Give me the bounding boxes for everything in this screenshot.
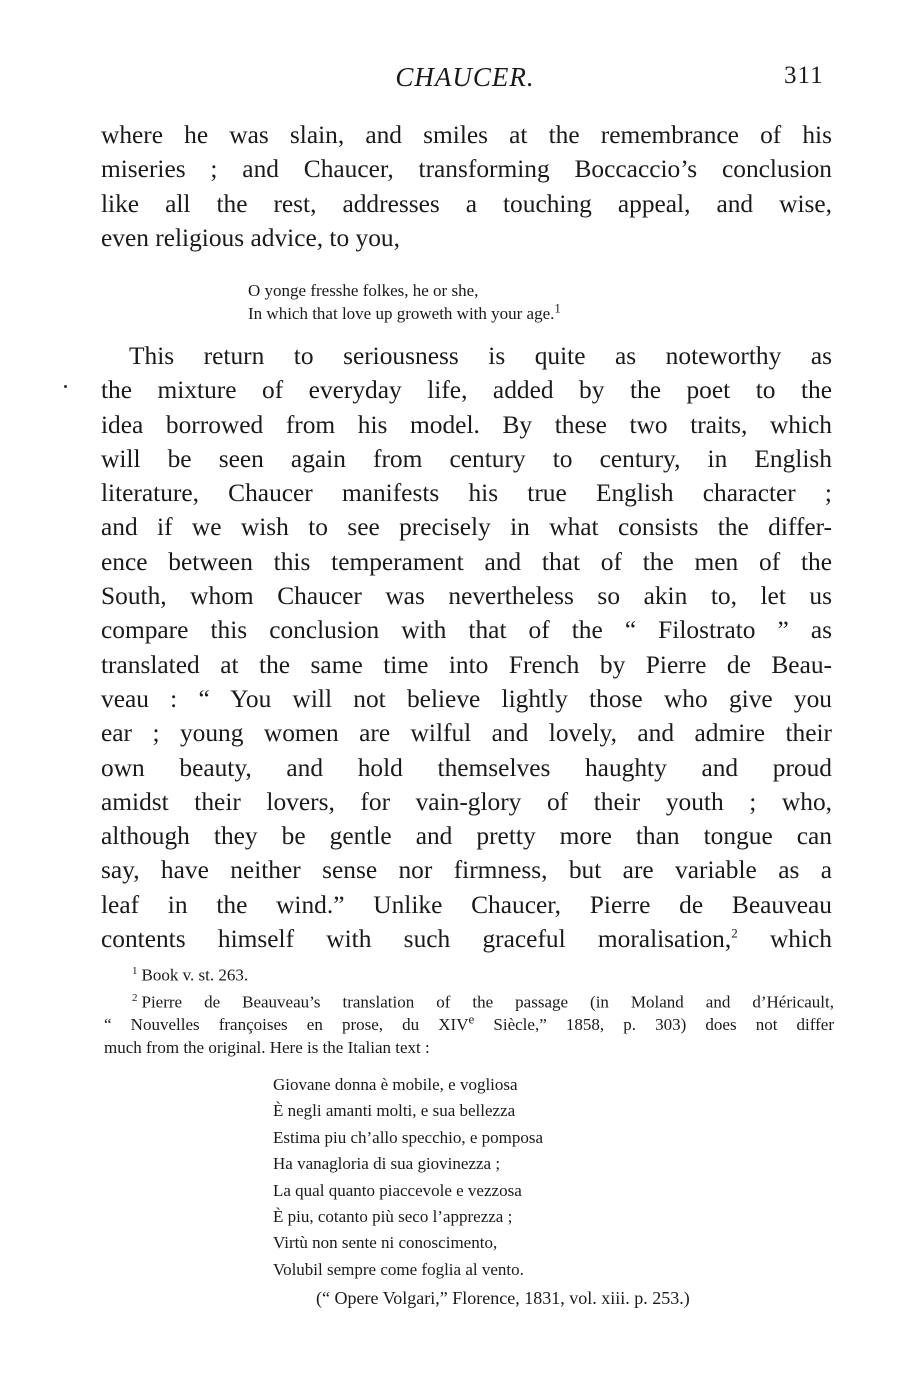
italian-verse — [273, 1072, 543, 1283]
paragraph-continued — [101, 118, 832, 255]
text-line: amidst their lovers, for vain-glory of their youth ; who, — [101, 787, 832, 816]
superscript: e — [468, 1011, 475, 1027]
verse-line: È negli amanti molti, e sua bellezza — [273, 1101, 516, 1121]
footnote-1 — [104, 960, 834, 987]
text-line: literature, Chaucer manifests his true English character ; — [101, 479, 832, 508]
running-head — [0, 62, 900, 98]
footnote-reference: 1 — [554, 300, 561, 316]
verse-line: La qual quanto piaccevole e vezzosa — [273, 1180, 522, 1200]
verse-line: Ha vanagloria di sua giovinezza ; — [273, 1154, 501, 1174]
text-line: although they be gentle and pretty more than tongue can — [101, 822, 832, 851]
text-line: This return to seriousness is quite as noteworthy as — [129, 342, 832, 370]
verse-line: Volubil sempre come foglia al vento. — [273, 1259, 524, 1279]
footnotes — [104, 960, 834, 1059]
footnote-text: Siècle,” 1858, p. 303) does not differ — [474, 1015, 834, 1035]
paragraph-main — [101, 339, 832, 956]
print-speck — [64, 385, 67, 388]
text-line: will be seen again from century to century, in English — [101, 444, 832, 473]
text-line: like all the rest, addresses a touching appeal, and wise, — [101, 189, 832, 218]
footnote-line — [104, 987, 834, 1014]
verse-line: È piu, cotanto più seco l’apprezza ; — [273, 1207, 513, 1227]
verse-line: Estima piu ch’allo specchio, e pomposa — [273, 1127, 544, 1147]
verse-line: Virtù non sente ni conoscimento, — [273, 1233, 498, 1253]
text-line: miseries ; and Chaucer, transforming Boccaccio’s conclusion — [101, 155, 832, 184]
verse-quotation — [248, 279, 561, 325]
text-line-with-ref — [101, 922, 832, 956]
text-line: ear ; young women are wilful and lovely, and admire their — [101, 719, 832, 748]
source-citation: (“ Opere Volgari,” Florence, 1831, vol. xiii. p. 253.) — [316, 1288, 690, 1308]
footnote-text: Pierre de Beauveau’s translation of the passage (in Moland and d’Héricault, — [141, 992, 834, 1012]
footnote-line: much from the original. Here is the Italian text : — [104, 1038, 430, 1058]
footnote-text: “ Nouvelles françoises en prose, du XIV — [104, 1015, 469, 1035]
text-line-start: contents himself with such graceful moralisation, — [101, 925, 732, 954]
text-line: and if we wish to see precisely in what consists the differ- — [101, 513, 832, 542]
text-line: compare this conclusion with that of the “ Filostrato ” as — [101, 616, 832, 645]
verse-line-text: In which that love up groweth with your age. — [248, 304, 555, 323]
text-line: the mixture of everyday life, added by the poet to the — [101, 376, 832, 405]
text-line: idea borrowed from his model. By these two traits, which — [101, 410, 832, 439]
footnote-2 — [104, 987, 834, 1060]
text-line: South, whom Chaucer was nevertheless so akin to, let us — [101, 582, 832, 611]
verse-line: O yonge fresshe folkes, he or she, — [248, 281, 479, 300]
text-line: even religious advice, to you, — [101, 223, 400, 252]
footnote-text: Book v. st. 263. — [141, 965, 249, 985]
footnote-reference: 2 — [731, 925, 738, 941]
text-line: say, have neither sense nor firmness, but are variable as a — [101, 856, 832, 885]
text-line: leaf in the wind.” Unlike Chaucer, Pierre de Beauveau — [101, 890, 832, 919]
text-line: veau : “ You will not believe lightly those who give you — [101, 684, 832, 713]
text-line: translated at the same time into French by Pierre de Beau- — [101, 650, 832, 679]
verse-line: Giovane donna è mobile, e vogliosa — [273, 1075, 518, 1094]
footnote-marker: 1 — [132, 965, 138, 977]
footnote-line — [104, 1013, 834, 1036]
text-line: ence between this temperament and that of the men of the — [101, 547, 832, 576]
footnote-marker: 2 — [132, 991, 138, 1004]
text-line: where he was slain, and smiles at the remembrance of his — [101, 121, 832, 149]
verse-line — [248, 302, 561, 325]
text-line-end: which — [737, 925, 832, 954]
running-title: CHAUCER. — [395, 62, 535, 92]
page-number: 311 — [784, 62, 824, 89]
text-line: own beauty, and hold themselves haughty and proud — [101, 753, 832, 782]
